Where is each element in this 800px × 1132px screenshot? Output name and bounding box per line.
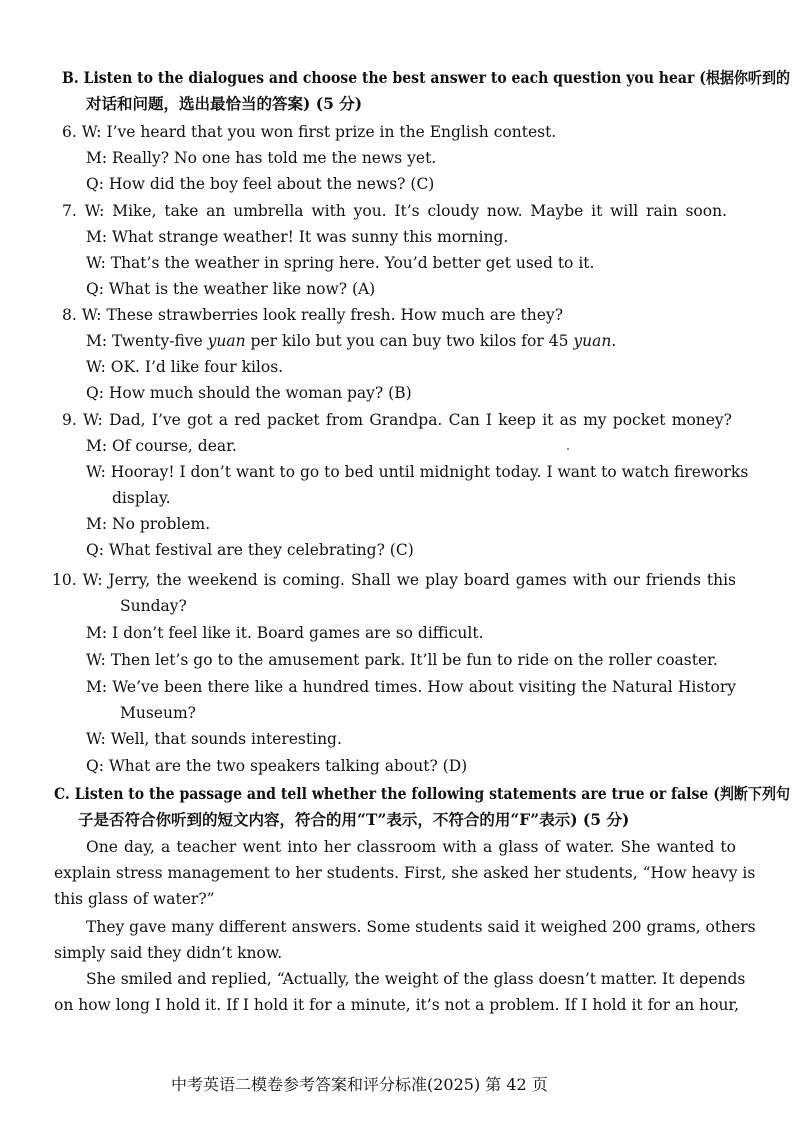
text-line-b-head-1: B. Listen to the dialogues and choose the best answer to each question you hear (根据你听到的 [62, 68, 790, 87]
text-line-p1-2: explain stress management to her students. First, she asked her students, “How heavy is [54, 864, 756, 882]
text-line-q7-w: 7. W: Mike, take an umbrella with you. It’s cloudy now. Maybe it will rain soon. [62, 202, 727, 220]
text-line-q8-m: M: Twenty-five yuan per kilo but you can buy two kilos for 45 yuan. [86, 332, 617, 350]
text-line-p2-2: simply said they didn’t know. [54, 944, 283, 962]
text-line-p1-3: this glass of water?” [54, 890, 215, 908]
text-line-q10-wb: Sunday? [120, 597, 187, 615]
text-line-q9-w2: W: Hooray! I don’t want to go to bed until midnight today. I want to watch fireworks [86, 463, 749, 481]
text-line-q6-q: Q: How did the boy feel about the news? (C) [86, 175, 435, 193]
text-line-q8-q: Q: How much should the woman pay? (B) [86, 384, 412, 402]
text-line-p2-1: They gave many different answers. Some students said it weighed 200 grams, others [86, 918, 756, 936]
text-line-q9-q: Q: What festival are they celebrating? (C) [86, 541, 414, 559]
text-line-c-head-2: 子是否符合你听到的短文内容，符合的用“T”表示，不符合的用“F”表示) (5 分) [78, 810, 630, 829]
text-line-q10-m2: M: We’ve been there like a hundred times. How about visiting the Natural History [86, 678, 736, 696]
text-line-c-head-1: C. Listen to the passage and tell whether the following statements are true or false (判断下列句 [54, 784, 790, 803]
text-line-q7-w2: W: That’s the weather in spring here. You’d better get used to it. [86, 254, 595, 272]
text-line-q7-m: M: What strange weather! It was sunny this morning. [86, 228, 509, 246]
text-line-q6-m: M: Really? No one has told me the news yet. [86, 149, 437, 167]
text-line-q10-w3: W: Well, that sounds interesting. [86, 730, 342, 748]
text-line-q8-w2: W: OK. I’d like four kilos. [86, 358, 284, 376]
text-line-p3-1: She smiled and replied, “Actually, the weight of the glass doesn’t matter. It depends [86, 970, 746, 988]
speck-mark [567, 448, 569, 450]
text-line-q10-q: Q: What are the two speakers talking about? (D) [86, 757, 468, 775]
text-line-q7-q: Q: What is the weather like now? (A) [86, 280, 376, 298]
text-line-q9-m2: M: No problem. [86, 515, 211, 533]
text-line-q10-m: M: I don’t feel like it. Board games are so difficult. [86, 624, 484, 642]
text-line-q9-m: M: Of course, dear. [86, 437, 237, 455]
text-line-q9-w2b: display. [112, 489, 171, 507]
text-line-q10-w: 10. W: Jerry, the weekend is coming. Shall we play board games with our friends this [52, 571, 736, 589]
text-line-q10-w2: W: Then let’s go to the amusement park. It’ll be fun to ride on the roller coaster. [86, 651, 718, 669]
text-line-p3-2: on how long I hold it. If I hold it for a minute, it’s not a problem. If I hold it for an hour, [54, 996, 740, 1014]
text-line-q10-m2b: Museum? [120, 704, 196, 722]
text-line-q8-w: 8. W: These strawberries look really fresh. How much are they? [62, 306, 564, 324]
text-line-q9-w: 9. W: Dad, I’ve got a red packet from Grandpa. Can I keep it as my pocket money? [62, 411, 732, 429]
text-line-b-head-2: 对话和问题，选出最恰当的答案) (5 分) [86, 94, 363, 113]
text-line-q6-w: 6. W: I’ve heard that you won first prize in the English contest. [62, 123, 557, 141]
text-line-p1-1: One day, a teacher went into her classroom with a glass of water. She wanted to [86, 838, 736, 856]
page-footer: 中考英语二模卷参考答案和评分标准(2025) 第 42 页 [171, 1075, 548, 1094]
